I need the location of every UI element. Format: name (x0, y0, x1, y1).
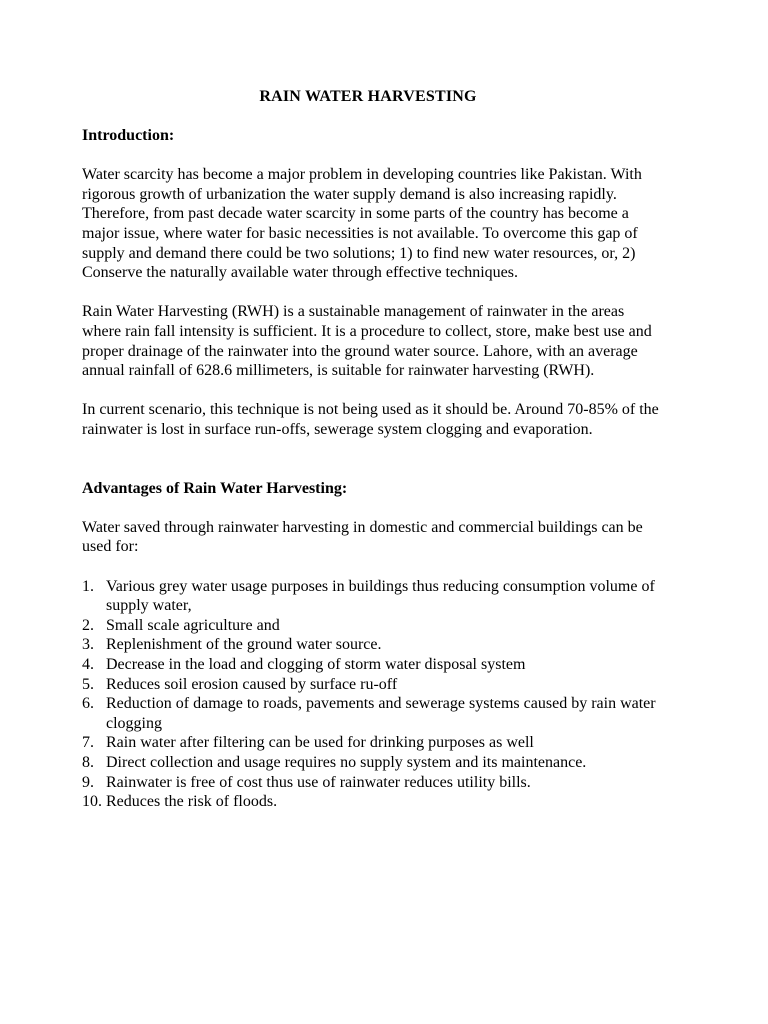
list-item-number: 6. (82, 695, 94, 713)
document-body (82, 126, 662, 812)
list-item-text: Various grey water usage purposes in buildings thus reducing consumption volume of supply water, (106, 577, 655, 615)
list-item (82, 635, 662, 655)
intro-paragraph-1: Water scarcity has become a major problem in developing countries like Pakistan. With rigorous growth of urbanization the water supply demand is also increasing rapidly. Therefore, from past decade water scarcity in some parts of the country has become a major issue, where water for basic necessities is not available. To overcome this gap of supply and demand there could be two solutions; 1) to find new water resources, or, 2) Conserve the naturally available water through effective techniques. (82, 166, 642, 282)
list-item (82, 753, 662, 773)
intro-paragraph-2: Rain Water Harvesting (RWH) is a sustainable management of rainwater in the areas where rain fall intensity is sufficient. It is a procedure to collect, store, make best use and proper drainage of the rainwater into the ground water source. Lahore, with an average annual rainfall of 628.6 millimeters, is suitable for rainwater harvesting (RWH). (82, 303, 652, 380)
list-item-text: Small scale agriculture and (106, 616, 280, 634)
list-item (82, 694, 662, 733)
intro-heading: Introduction: (82, 127, 175, 144)
advantages-intro: Water saved through rainwater harvesting in domestic and commercial buildings can be used for: (82, 518, 643, 556)
list-item-text: Rain water after filtering can be used for drinking purposes as well (106, 734, 534, 752)
list-item-number: 4. (82, 656, 94, 674)
advantages-heading: Advantages of Rain Water Harvesting: (82, 479, 348, 497)
list-item (82, 616, 662, 636)
list-item-number: 7. (82, 734, 94, 752)
list-item-text: Reduces soil erosion caused by surface ru-off (106, 675, 398, 693)
list-item-text: Decrease in the load and clogging of storm water disposal system (106, 656, 526, 674)
section-spacer (82, 459, 662, 479)
list-item (82, 792, 662, 812)
list-item-text: Direct collection and usage requires no supply system and its maintenance. (106, 754, 587, 771)
document-title: RAIN WATER HARVESTING (259, 88, 477, 105)
list-item-number: 8. (82, 754, 94, 771)
intro-paragraph-3: In current scenario, this technique is not being used as it should be. Around 70-85% of the rainwater is lost in surface run-offs, sewerage system clogging and evaporation. (82, 401, 659, 438)
list-item (82, 655, 662, 675)
list-item (82, 675, 662, 695)
list-item (82, 577, 662, 616)
list-item-number: 9. (82, 773, 94, 791)
list-item-number: 2. (82, 616, 94, 634)
advantages-list (82, 577, 662, 812)
list-item-text: Reduction of damage to roads, pavements and sewerage systems caused by rain water clogging (106, 695, 656, 732)
list-item (82, 733, 662, 753)
list-item-text: Replenishment of the ground water source. (106, 636, 382, 654)
list-item-number: 5. (82, 675, 94, 693)
list-item-number: 10. (82, 793, 102, 811)
list-item (82, 773, 662, 793)
list-item-number: 1. (82, 577, 94, 595)
list-item-text: Rainwater is free of cost thus use of rainwater reduces utility bills. (106, 773, 531, 791)
list-item-number: 3. (82, 636, 94, 654)
list-item-text: Reduces the risk of floods. (106, 793, 278, 811)
